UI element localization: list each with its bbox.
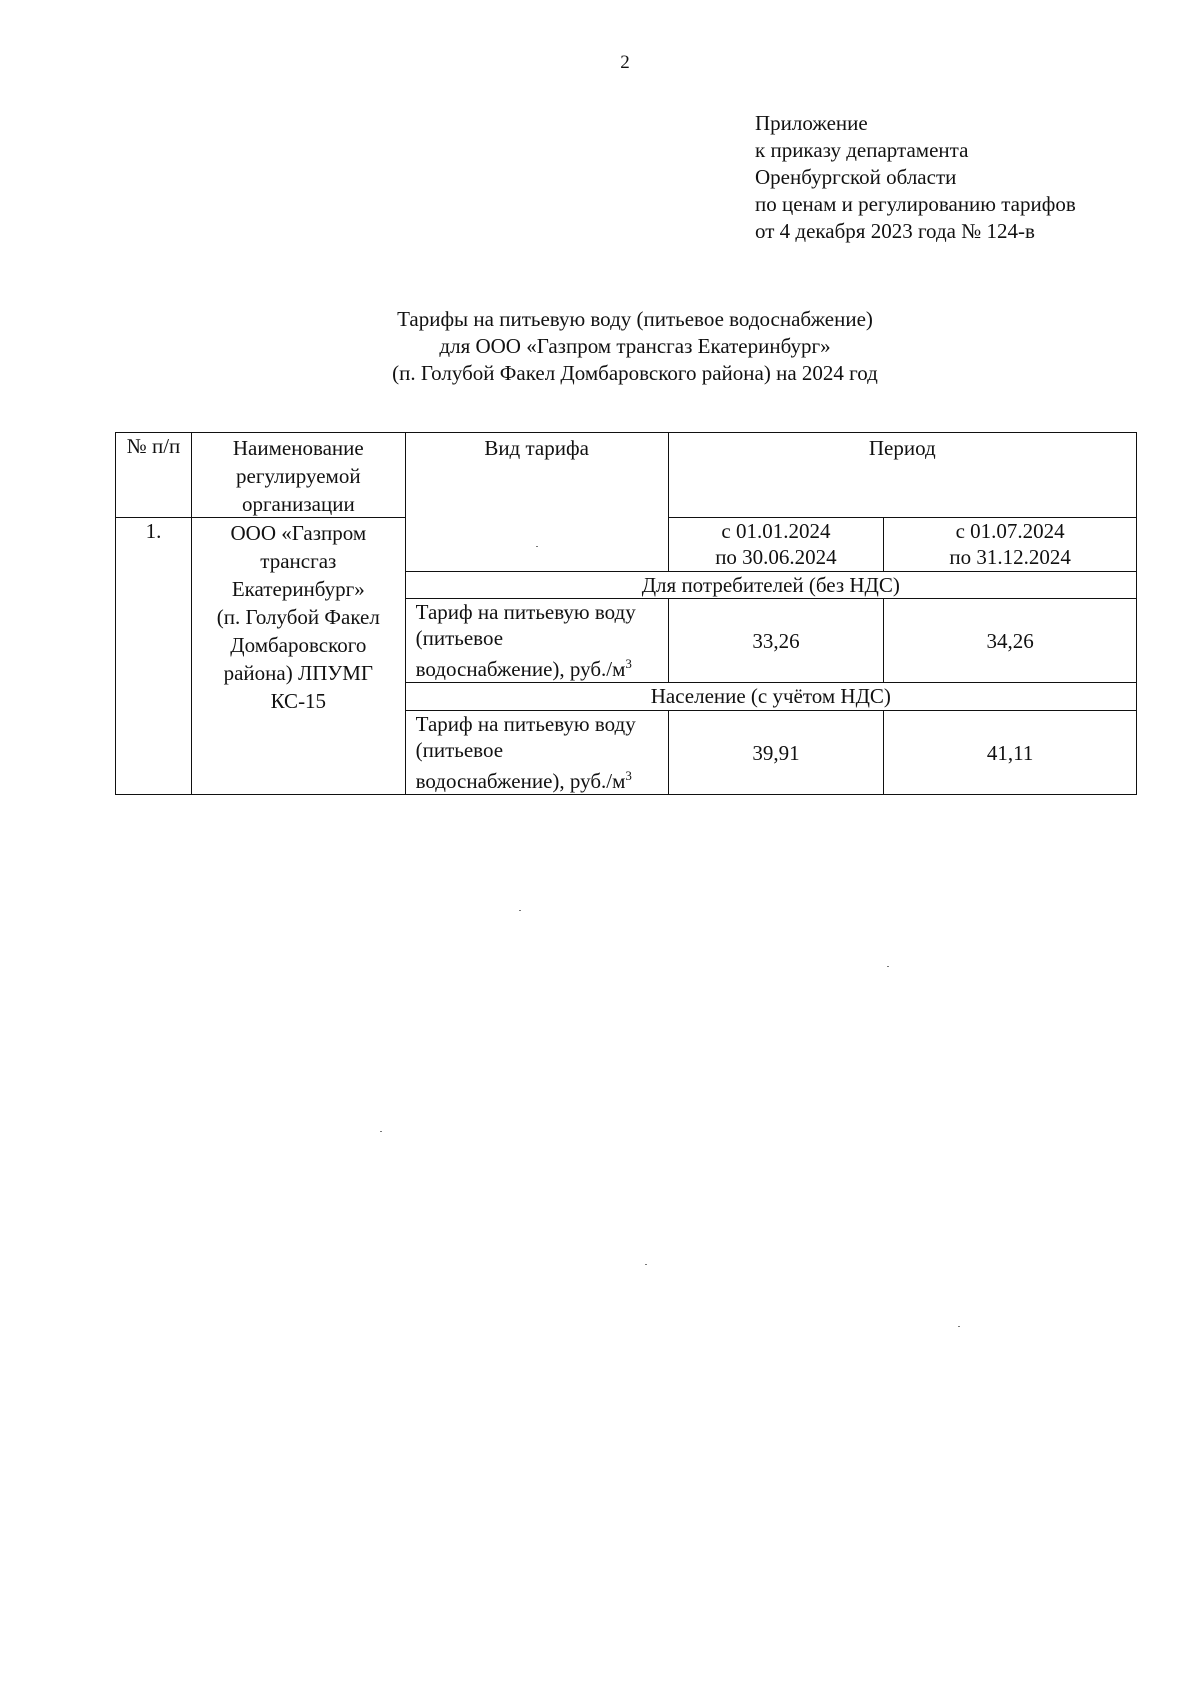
page-number: 2 <box>620 52 630 73</box>
table-header-row <box>116 433 1137 518</box>
tariff-value: 39,91 <box>668 711 884 795</box>
tariff-kind-line: Тариф на питьевую воду <box>415 712 636 736</box>
appendix-line: Приложение <box>755 111 868 135</box>
period-end: по 31.12.2024 <box>949 545 1071 569</box>
header-period: Период <box>668 433 1136 518</box>
title-line: Тарифы на питьевую воду (питьевое водоснабжение) <box>397 307 873 331</box>
tariff-kind-line <box>416 651 664 682</box>
period-start: с 01.01.2024 <box>721 519 831 543</box>
tariff-kind-unit: водоснабжение), руб./м <box>415 769 626 793</box>
header-number: № п/п <box>116 433 192 518</box>
tariff-kind <box>405 711 668 795</box>
appendix-block <box>755 110 1076 245</box>
scan-speck <box>536 546 538 547</box>
title-line: для ООО «Газпром трансгаз Екатеринбург» <box>439 334 831 358</box>
appendix-line: Оренбургской области <box>755 165 957 189</box>
scan-speck <box>380 1131 382 1132</box>
tariff-kind-line: Тариф на питьевую воду <box>415 600 636 624</box>
group-label-consumers: Для потребителей (без НДС) <box>405 572 1136 599</box>
scan-speck <box>519 910 521 911</box>
document-title <box>0 306 1200 387</box>
header-organization-line: организации <box>241 492 355 516</box>
organization-name <box>192 518 406 795</box>
group-label-population: Население (с учётом НДС) <box>405 683 1136 711</box>
organization-line: района) ЛПУМГ <box>223 661 374 685</box>
period-end: по 30.06.2024 <box>715 545 837 569</box>
tariff-kind <box>405 599 668 683</box>
organization-line: (п. Голубой Факел <box>216 605 380 629</box>
tariff-kind-line: (питьевое <box>415 626 504 650</box>
organization-line: Домбаровского <box>230 633 367 657</box>
scan-speck <box>645 1264 647 1265</box>
period-second-half <box>884 518 1137 572</box>
period-start: с 01.07.2024 <box>955 519 1065 543</box>
organization-line: трансгаз <box>260 549 337 573</box>
tariff-value: 33,26 <box>668 599 884 683</box>
tariff-value: 34,26 <box>884 599 1137 683</box>
appendix-line: от 4 декабря 2023 года № 124-в <box>755 219 1035 243</box>
tariff-table <box>115 432 1137 795</box>
organization-line: Екатеринбург» <box>231 577 365 601</box>
tariff-kind-unit: водоснабжение), руб./м <box>415 657 626 681</box>
tariff-kind-line <box>416 763 664 794</box>
period-first-half <box>668 518 884 572</box>
header-organization-line: Наименование <box>232 436 364 460</box>
title-line: (п. Голубой Факел Домбаровского района) на 2024 год <box>392 361 878 385</box>
scan-speck <box>958 1326 960 1327</box>
tariff-kind-line: (питьевое <box>415 738 504 762</box>
appendix-line: по ценам и регулированию тарифов <box>755 192 1076 216</box>
header-organization <box>192 433 406 518</box>
header-organization-line: регулируемой <box>236 464 361 488</box>
appendix-line: к приказу департамента <box>755 138 969 162</box>
row-number: 1. <box>116 518 192 795</box>
organization-line: КС-15 <box>270 689 327 713</box>
unit-superscript: 3 <box>625 768 632 783</box>
scan-speck <box>887 966 889 967</box>
unit-superscript: 3 <box>625 656 632 671</box>
tariff-value: 41,11 <box>884 711 1137 795</box>
header-tariff-kind: Вид тарифа <box>405 433 668 572</box>
organization-line: ООО «Газпром <box>230 521 367 545</box>
